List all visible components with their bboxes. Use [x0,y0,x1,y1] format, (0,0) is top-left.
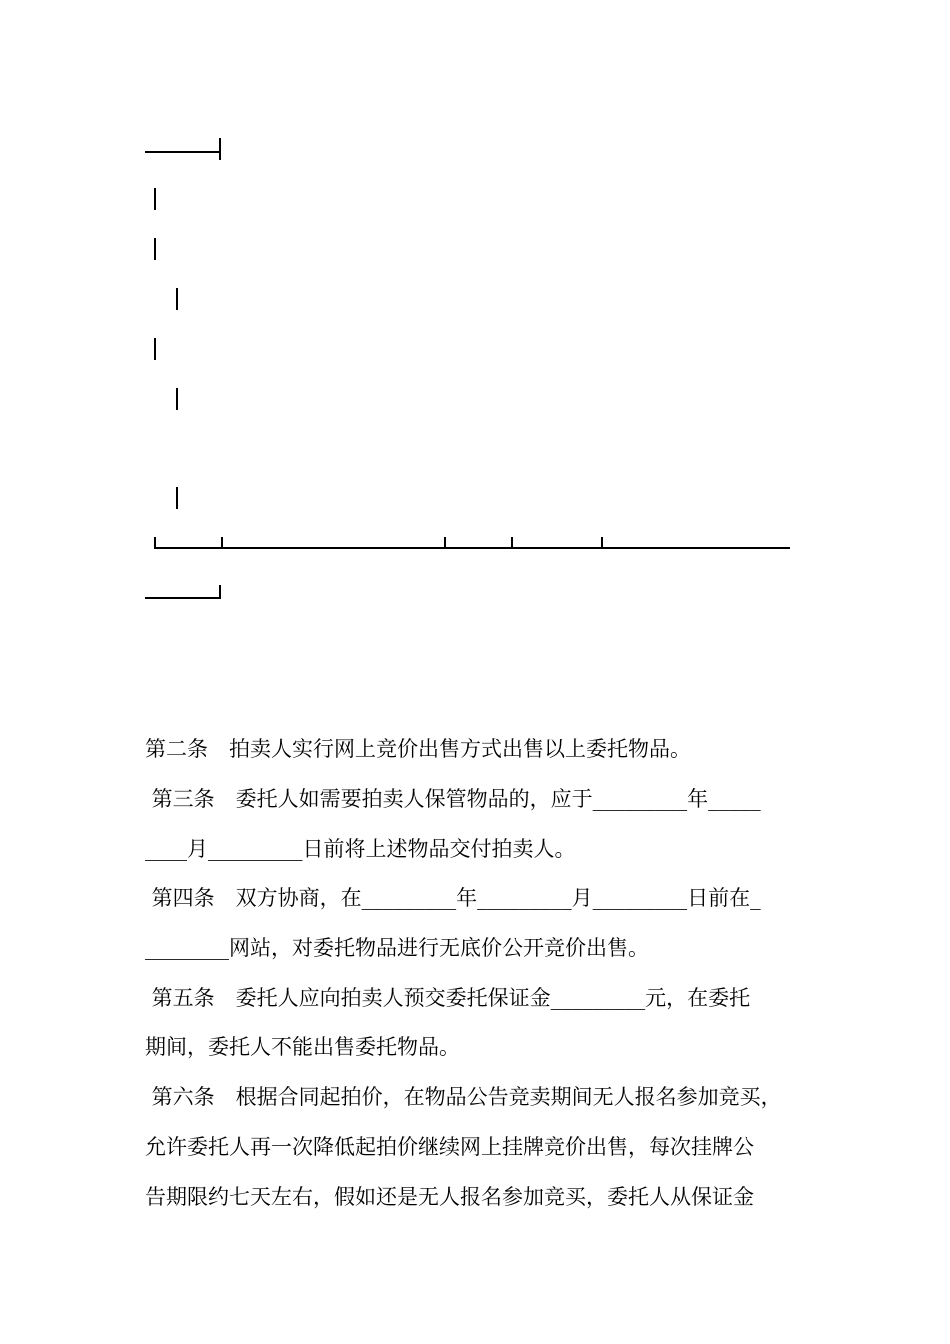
article-4-line-1: 第四条 双方协商，在_________年_________月_________日前在_ [145,886,761,910]
article-2-line-1: 第二条 拍卖人实行网上竞价出售方式出售以上委托物品。 [145,737,691,761]
article-4-line-2: ________网站，对委托物品进行无底价公开竞价出售。 [145,936,649,960]
article-3-line-2: ____月_________日前将上述物品交付拍卖人。 [145,837,576,861]
table-border-tick [219,138,221,160]
table-border-close-segment [145,597,221,599]
table-border-joint [601,537,603,549]
table-border-vertical [154,188,156,210]
article-5-line-1: 第五条 委托人应向拍卖人预交委托保证金_________元，在委托 [145,986,751,1010]
table-border-vertical [176,288,178,310]
table-border-joint [511,537,513,549]
article-6-line-1: 第六条 根据合同起拍价，在物品公告竞卖期间无人报名参加竞买， [145,1085,782,1109]
article-6-line-2: 允许委托人再一次降低起拍价继续网上挂牌竞价出售，每次挂牌公 [145,1135,754,1159]
table-border-bottom [154,547,790,549]
table-border-close-tick [219,585,221,599]
table-border-vertical [176,487,178,509]
article-3-line-1: 第三条 委托人如需要拍卖人保管物品的，应于_________年_____ [145,787,761,811]
article-5-line-2: 期间，委托人不能出售委托物品。 [145,1035,460,1059]
table-border-joint [444,537,446,549]
article-6-line-3: 告期限约七天左右，假如还是无人报名参加竞买，委托人从保证金 [145,1185,754,1209]
table-border-vertical [154,338,156,360]
table-border-vertical [154,238,156,260]
table-border-joint [221,537,223,549]
table-border-vertical [176,388,178,410]
table-border-top-segment [145,151,220,153]
